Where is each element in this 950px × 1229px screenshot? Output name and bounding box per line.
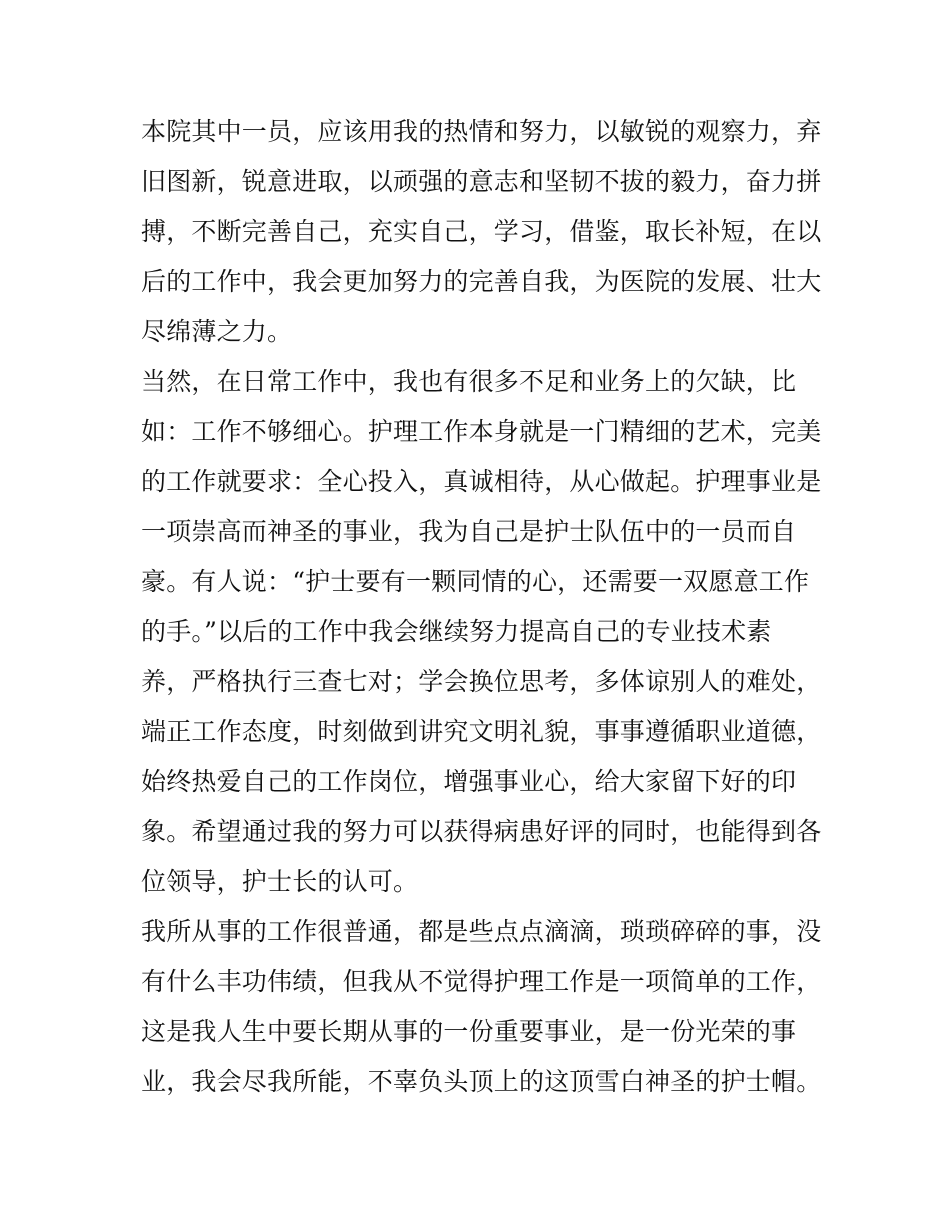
text-line: 后的工作中，我会更加努力的完善自我，为医院的发展、壮大 <box>141 267 822 296</box>
text-line: 旧图新，锐意进取，以顽强的意志和坚韧不拔的毅力，奋力拼 <box>141 167 822 196</box>
text-line: 本院其中一员，应该用我的热情和努力，以敏锐的观察力，弃 <box>141 117 822 146</box>
text-line: 业，我会尽我所能，不辜负头顶上的这顶雪白神圣的护士帽。 <box>141 1067 822 1096</box>
text-line: 尽绵薄之力。 <box>141 317 293 346</box>
text-line: 象。希望通过我的努力可以获得病患好评的同时，也能得到各 <box>141 817 822 846</box>
paragraph-2 <box>141 357 822 907</box>
text-line: 当然，在日常工作中，我也有很多不足和业务上的欠缺，比 <box>141 367 797 396</box>
text-line: 的工作就要求：全心投入，真诚相待，从心做起。护理事业是 <box>141 467 822 496</box>
text-line: 我所从事的工作很普通，都是些点点滴滴，琐琐碎碎的事，没 <box>141 917 822 946</box>
text-line: 养，严格执行三查七对；学会换位思考，多体谅别人的难处， <box>141 667 822 696</box>
paragraph-1 <box>141 107 822 357</box>
text-line: 位领导，护士长的认可。 <box>141 867 419 896</box>
text-line: 端正工作态度，时刻做到讲究文明礼貌，事事遵循职业道德， <box>141 717 822 746</box>
text-line: 豪。有人说：“护士要有一颗同情的心，还需要一双愿意工作 <box>141 567 810 596</box>
text-line: 有什么丰功伟绩，但我从不觉得护理工作是一项简单的工作， <box>141 967 822 996</box>
text-line: 这是我人生中要长期从事的一份重要事业，是一份光荣的事 <box>141 1017 797 1046</box>
document-body <box>141 107 822 1107</box>
paragraph-3 <box>141 907 822 1107</box>
text-line: 搏，不断完善自己，充实自己，学习，借鉴，取长补短，在以 <box>141 217 822 246</box>
text-line: 始终热爱自己的工作岗位，增强事业心，给大家留下好的印 <box>141 767 797 796</box>
text-line: 的手。”以后的工作中我会继续努力提高自己的专业技术素 <box>141 617 772 646</box>
text-line: 如：工作不够细心。护理工作本身就是一门精细的艺术，完美 <box>141 417 822 446</box>
text-line: 一项崇高而神圣的事业，我为自己是护士队伍中的一员而自 <box>141 517 797 546</box>
